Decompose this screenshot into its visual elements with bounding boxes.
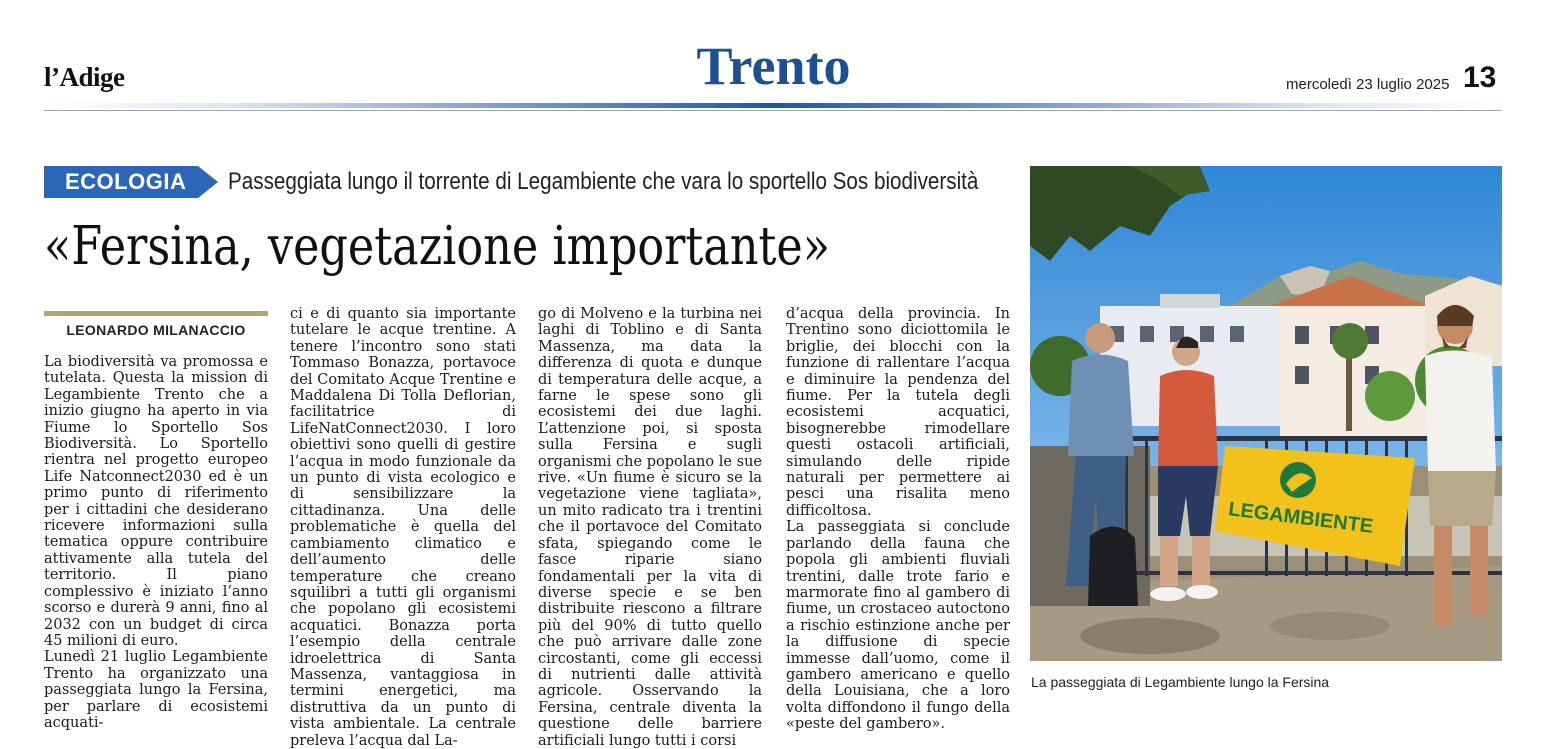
newspaper-logo: l’Adige xyxy=(44,62,125,92)
category-tag: ECOLOGIA xyxy=(44,166,198,198)
article-column-1 xyxy=(44,354,268,731)
issue-date: mercoledì 23 luglio 2025 xyxy=(1286,76,1450,93)
section-title: Trento xyxy=(696,36,851,96)
article-photo xyxy=(1030,166,1502,661)
paragraph: ci e di quanto sia importante tutelare le acque trentine. A tenere l’incontro sono stati Tommaso Bonazza, portavoce del Comitato Acque Trentine e Maddalena Di Tolla Deflorian, facilitatrice di LifeNatConnect2030. I loro obiettivi sono quelli di gestire l’acqua in modo funzionale da un punto di vista ecologico e di sensibilizzare la cittadinanza. Una delle problematiche è quella del cambiamento climatico e dell’aumento delle temperature che creano squilibri a tutti gli organismi che popolano gli ecosistemi acquatici. Bonazza porta l’esempio della centrale idroelettrica di Santa Massenza, vantaggiosa in termini energetici, ma distruttiva da un punto di vista ambientale. La centrale preleva l’acqua dal La- xyxy=(290,306,516,749)
headline: «Fersina, vegetazione importante» xyxy=(44,216,831,277)
byline: LEONARDO MILANACCIO xyxy=(66,322,246,338)
kicker: Passeggiata lungo il torrente di Legambiente che vara lo sportello Sos biodiversità xyxy=(228,168,979,195)
paragraph: Lunedì 21 luglio Legambiente Trento ha organizzato una passeggiata lungo la Fersina, per parlare di ecosistemi acquati- xyxy=(44,649,268,731)
header-rule xyxy=(44,103,1502,108)
article-column-4 xyxy=(786,306,1010,733)
banner-text: LEGAMBIENTE xyxy=(1227,498,1375,538)
category-tag-arrow-icon xyxy=(198,166,218,198)
byline-rule xyxy=(44,311,268,316)
paragraph: go di Molveno e la turbina nei laghi di Toblino e di Santa Massenza, ma data la differenza di quota e dunque di temperatura delle acque, a farne le spese sono gli ecosistemi dei due laghi. L’attenzione poi, si sposta sulla Fersina e sugli organismi che popolano le sue rive. «Un fiume è sicuro se la vegetazione viene tagliata», un mito radicato tra i trentini che il portavoce del Comitato sfata, spiegando come le fasce riparie siano fondamentali per la vita di diverse specie e se ben distribuite riescono a filtrare più del 90% di tutto quello che può arrivare dalle zone circostanti, come gli eccessi di nutrienti dalle attività agricole. Osservando la Fersina, centrale diventa la questione delle barriere artificiali lungo tutti i corsi xyxy=(538,306,762,749)
article-column-2 xyxy=(290,306,516,749)
page-number: 13 xyxy=(1463,61,1497,94)
paragraph: La biodiversità va promossa e tutelata. Questa la mission di Legambiente Trento che a inizio giugno ha aperto in via Fiume lo Sportello Sos Biodiversità. Lo Sportello rientra nel progetto europeo Life Natconnect2030 ed è un primo punto di riferimento per i cittadini che desiderano ricevere informazioni sulla tematica oppure contribuire attivamente alla tutela del territorio. Il piano complessivo è iniziato l’anno scorso e durerà 9 anni, fino al 2032 con un budget di circa 45 milioni di euro. xyxy=(44,354,268,649)
article-column-3 xyxy=(538,306,762,749)
paragraph: d’acqua della provincia. In Trentino sono diciottomila le briglie, dei blocchi con la funzione di rallentare l’acqua e diminuire la pendenza del fiume. Per la tutela degli ecosistemi acquatici, bisognerebbe rimodellare questi ostacoli artificiali, simulando delle ripide naturali per permettere ai pesci una risalita meno difficoltosa. xyxy=(786,306,1010,519)
photo-illustration xyxy=(1030,166,1502,661)
paragraph: La passeggiata si conclude parlando della fauna che popola gli ambienti fluviali trentini, dalle trote fario e marmorate fino al gambero di fiume, un crostaceo autoctono a rischio estinzione anche per la diffusione di specie immesse dall’uomo, come il gambero americano e quello della Louisiana, che a loro volta diffondono il fungo della «peste del gambero». xyxy=(786,519,1010,733)
header-thin-rule xyxy=(44,110,1502,111)
photo-caption: La passeggiata di Legambiente lungo la Fersina xyxy=(1031,674,1330,690)
